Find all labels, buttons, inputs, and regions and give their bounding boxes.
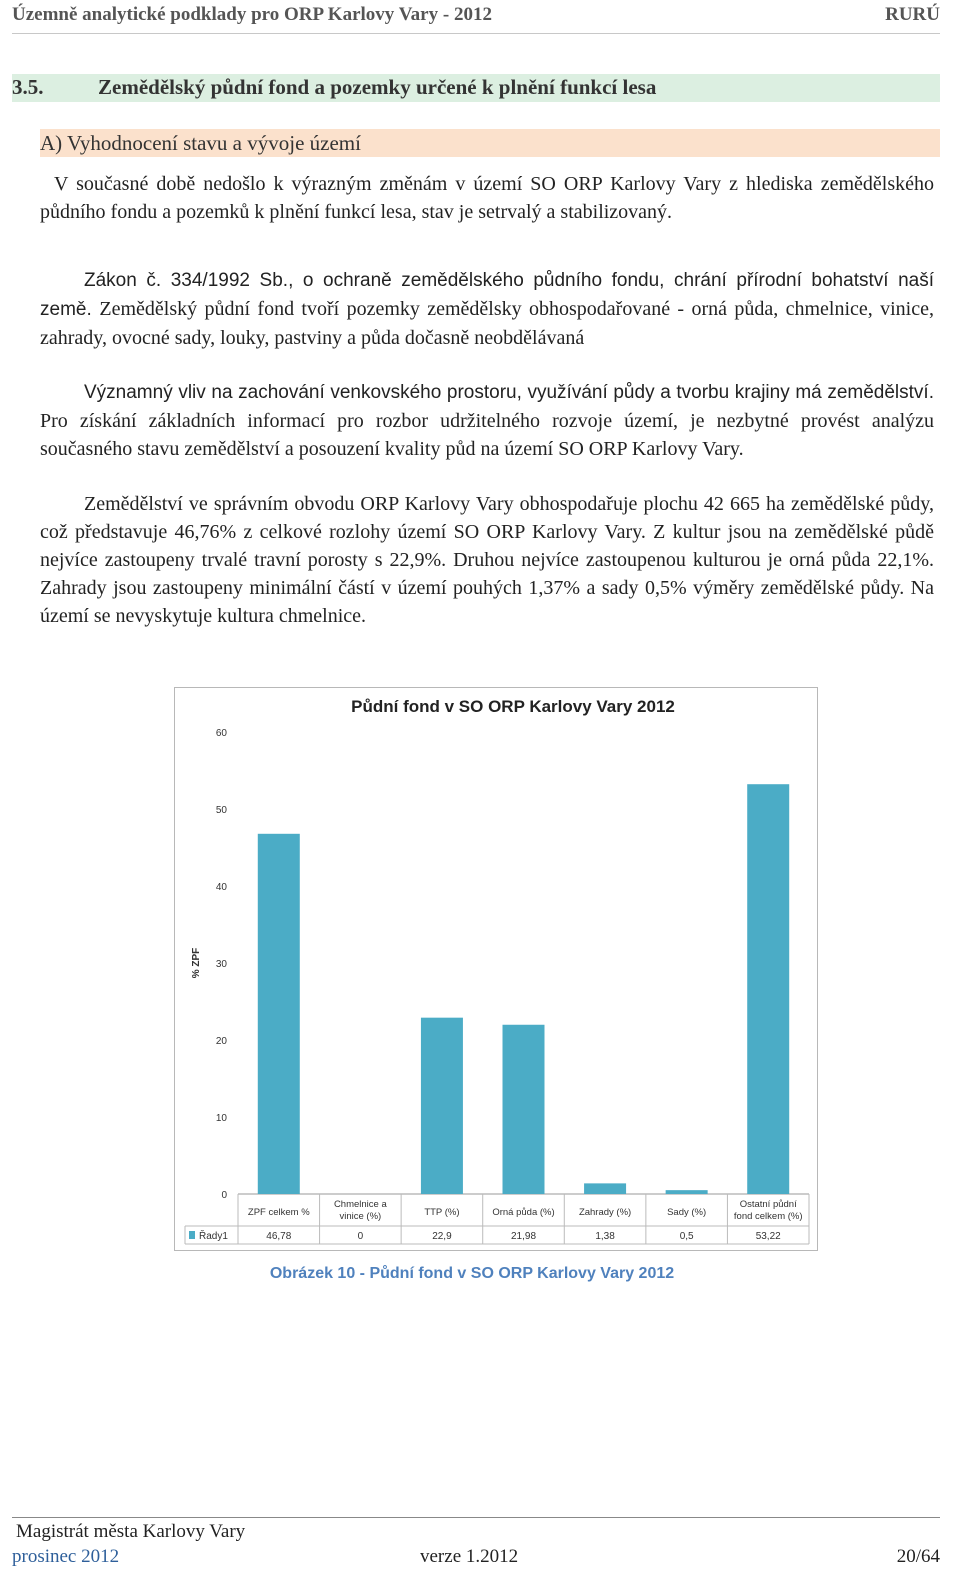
section-heading xyxy=(12,74,940,102)
land-fund-chart xyxy=(174,687,818,1251)
bar xyxy=(666,1190,708,1194)
subsection-heading xyxy=(40,129,940,157)
legend-label: Řady1 xyxy=(199,1231,228,1242)
footer-divider xyxy=(12,1517,940,1518)
section-title: Zemědělský půdní fond a pozemky určené k plnění funkcí lesa xyxy=(98,75,657,99)
category-label: vinice (%) xyxy=(339,1211,382,1222)
category-label: Ostatní půdní xyxy=(739,1199,797,1210)
category-label: Sady (%) xyxy=(667,1207,707,1218)
y-tick-label: 40 xyxy=(215,882,227,893)
y-axis-label: % ZPF xyxy=(191,947,202,979)
category-label: Zahrady (%) xyxy=(578,1207,632,1218)
category-label: TTP (%) xyxy=(424,1207,460,1218)
law-reference: Zákon č. 334/1992 Sb. xyxy=(84,270,289,291)
legend-swatch xyxy=(189,1231,195,1239)
paragraph-3-body: Pro získání základních informací pro rozbor udržitelného rozvoje území, je nezbytné provést analýzu současného stavu zemědělství a posouzení kvality půd na území SO ORP Karlovy Vary. xyxy=(40,410,934,460)
y-tick-label: 50 xyxy=(215,805,227,816)
page-header xyxy=(12,4,940,28)
paragraph-2-lead: , o ochraně zemědělského půdního fondu, chrání přírodní bohatství naší země. xyxy=(40,270,935,320)
bar xyxy=(584,1183,626,1194)
chart-svg xyxy=(175,688,817,1250)
section-number: 3.5. xyxy=(12,75,44,99)
data-value-label: 1,38 xyxy=(595,1231,615,1242)
footer-page: 20/64 xyxy=(896,1546,940,1567)
header-divider xyxy=(12,33,940,34)
footer-version: verze 1.2012 xyxy=(420,1546,519,1567)
bar xyxy=(421,1018,463,1194)
paragraph-3 xyxy=(40,378,934,463)
category-label: Chmelnice a xyxy=(333,1199,387,1210)
header-title: Územně analytické podklady pro ORP Karlovy Vary - 2012 xyxy=(12,4,492,25)
figure-caption: Obrázek 10 - Půdní fond v SO ORP Karlovy Vary 2012 xyxy=(269,1265,675,1282)
category-label: ZPF celkem % xyxy=(247,1207,310,1218)
data-value-label: 22,9 xyxy=(432,1231,452,1242)
data-value-label: 0,5 xyxy=(679,1231,694,1242)
bar xyxy=(503,1025,545,1194)
y-tick-label: 0 xyxy=(221,1190,227,1201)
paragraph-2 xyxy=(40,266,934,352)
header-right: RURÚ xyxy=(885,4,940,25)
paragraph-1: V současné době nedošlo k výrazným změnám v území SO ORP Karlovy Vary z hlediska zemědělského půdního fondu a pozemků k plnění funkcí lesa, stav je setrvalý a stabilizovaný. xyxy=(40,173,934,223)
data-value-label: 46,78 xyxy=(266,1231,292,1242)
paragraph-4: Zemědělství ve správním obvodu ORP Karlovy Vary obhospodařuje plochu 42 665 ha zemědělské půdy, což představuje 46,76% z celkové rozlohy území SO ORP Karlovy Vary. Z kultur jsou na zemědělské půdě nejvíce zastoupeny trvalé travní porosty s 22,9%. Druhou nejvíce zastoupenou kulturou je orná půda 22,1%. Zahrady jsou zastoupeny minimální částí v území pouhých 1,37% a sady 0,5% výměry zemědělské půdy. Na území se nevyskytuje kultura chmelnice. xyxy=(40,493,934,627)
y-tick-label: 30 xyxy=(215,959,227,970)
category-label: fond celkem (%) xyxy=(733,1211,803,1222)
subsection-label: A) Vyhodnocení stavu a vývoje území xyxy=(40,131,361,155)
footer-date: prosinec 2012 xyxy=(12,1546,120,1567)
data-value-label: 0 xyxy=(357,1231,364,1242)
paragraph-3-lead: Významný vliv na zachování venkovského prostoru, využívání půdy a tvorbu krajiny má zemědělství. xyxy=(84,382,934,403)
data-value-label: 53,22 xyxy=(755,1231,781,1242)
bar xyxy=(258,834,300,1194)
y-tick-label: 60 xyxy=(215,728,227,739)
paragraph-2-body: Zemědělský půdní fond tvoří pozemky zemědělsky obhospodařované - orná půda, chmelnice, vinice, zahrady, ovocné sady, louky, pastviny a půda dočasně neobdělávaná xyxy=(40,298,934,349)
y-tick-label: 20 xyxy=(215,1036,227,1047)
chart-title: Půdní fond v SO ORP Karlovy Vary 2012 xyxy=(351,697,675,716)
footer-org: Magistrát města Karlovy Vary xyxy=(16,1521,246,1542)
data-value-label: 21,98 xyxy=(510,1231,537,1242)
y-tick-label: 10 xyxy=(215,1113,227,1124)
bar xyxy=(747,784,789,1194)
category-label: Orná půda (%) xyxy=(492,1207,555,1218)
